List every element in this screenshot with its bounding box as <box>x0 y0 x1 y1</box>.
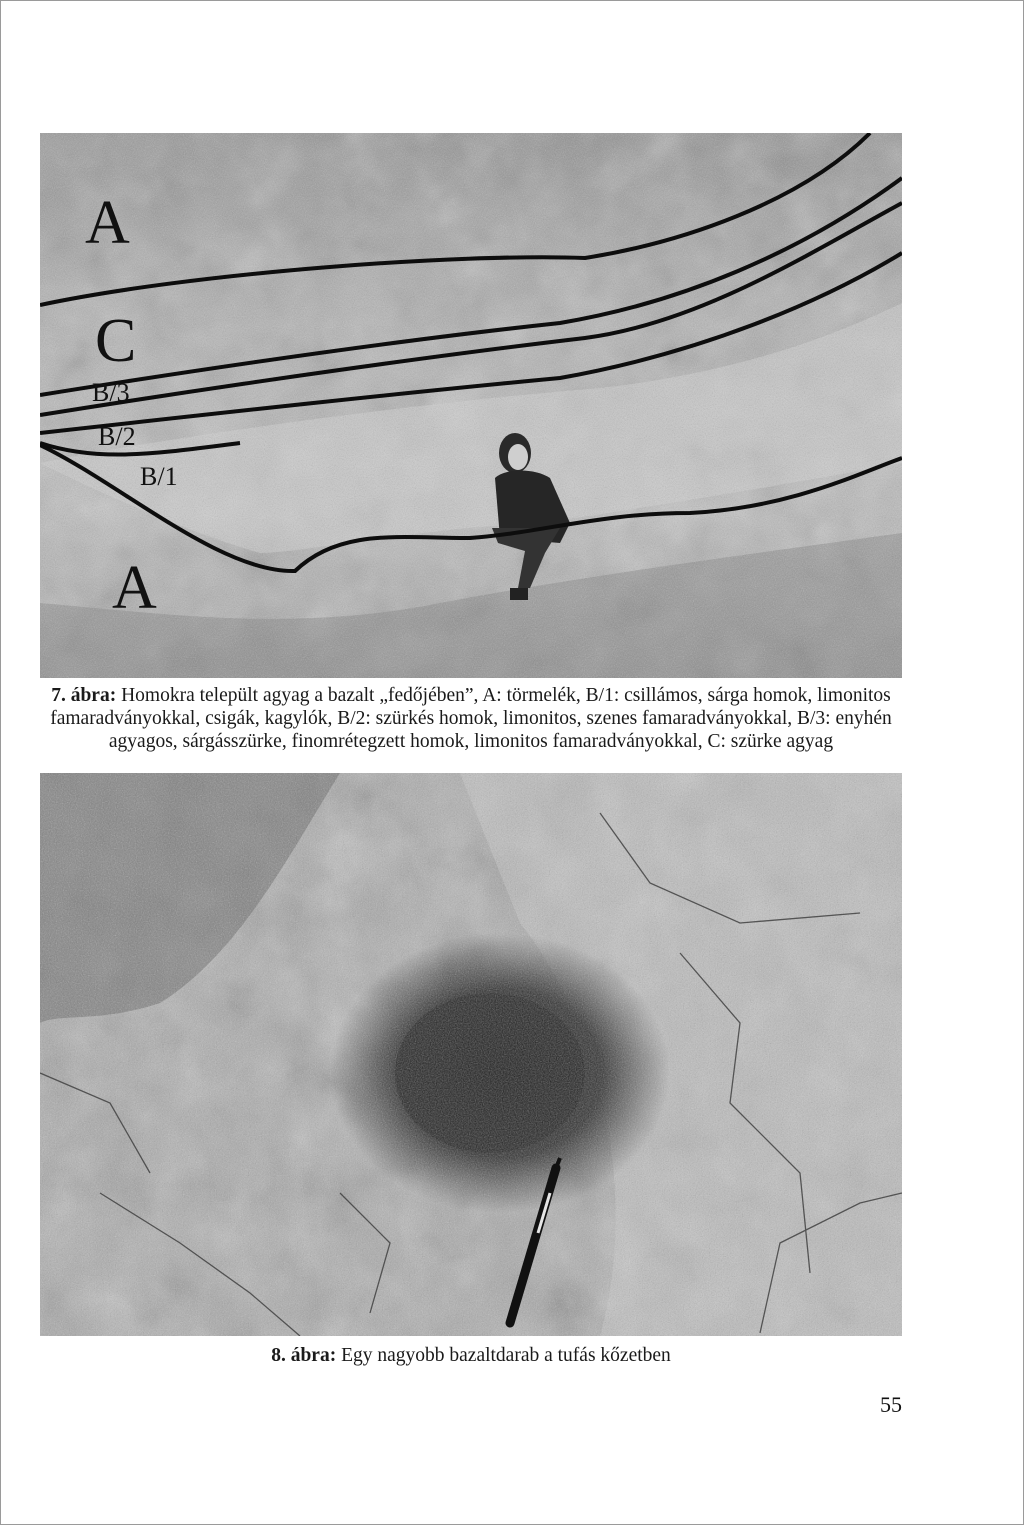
figure-8-caption <box>36 1344 906 1367</box>
label-c: C <box>95 307 137 375</box>
figure-7-photo <box>40 133 902 678</box>
label-b3: B/3 <box>92 378 130 407</box>
figure-7-caption-label: 7. ábra: <box>51 685 117 706</box>
figure-7-caption <box>36 684 906 753</box>
page-number: 55 <box>880 1392 902 1417</box>
figure-7-image <box>40 133 902 678</box>
figure-8-caption-label: 8. ábra: <box>271 1345 337 1366</box>
figure-8-image <box>40 773 902 1336</box>
figure-7-caption-text: Homokra települt agyag a bazalt „fedőjében”, A: törmelék, B/1: csillámos, sárga homok, limonitos famaradványokkal, csigák, kagylók, B/2: szürkés homok, limonitos, szenes famaradványokkal, B/3: enyhén agyagos, sárgásszürke, finomrétegzett homok, limonitos famaradványokkal, C: szürke agyag <box>50 685 892 752</box>
label-b1: B/1 <box>140 462 178 491</box>
figure-8-photo <box>40 773 902 1336</box>
label-a-top: A <box>85 189 130 257</box>
label-a-bottom: A <box>112 554 157 622</box>
label-b2: B/2 <box>98 422 136 451</box>
figure-8-caption-text: Egy nagyobb bazaltdarab a tufás kőzetben <box>336 1345 671 1366</box>
